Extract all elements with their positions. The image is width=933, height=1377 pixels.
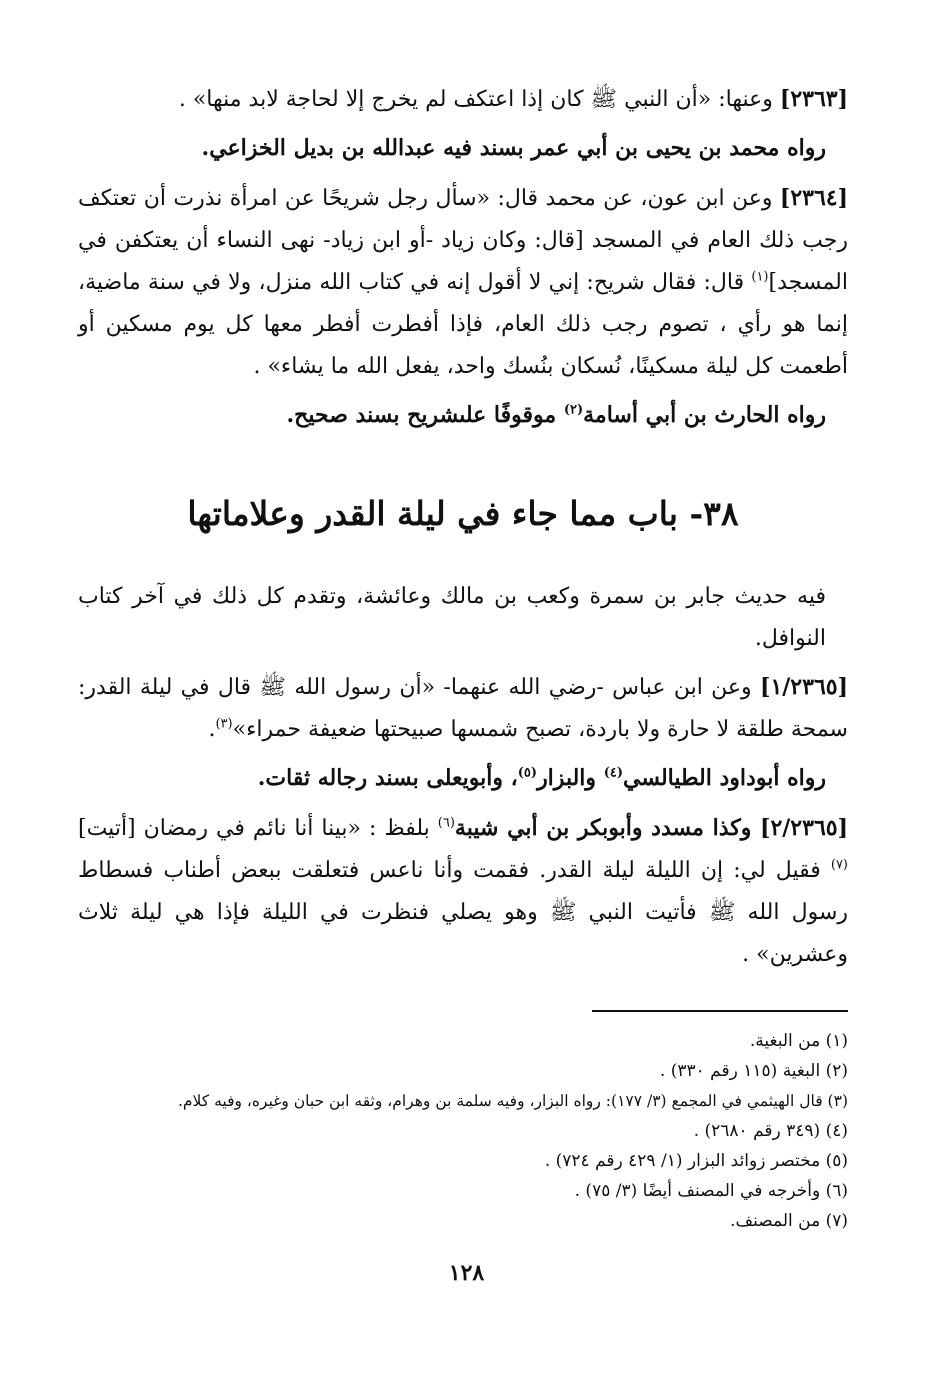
hadith-number: [٢٣٦٤] (779, 185, 848, 211)
hadith-number: [٢/٢٣٦٥] (760, 815, 848, 841)
hadith-2364 (78, 177, 848, 388)
source-text: والبزار (537, 765, 604, 791)
footnote-divider (592, 1010, 848, 1012)
footnote-ref: (٢) (563, 402, 584, 418)
footnote: (٦) وأخرجه في المصنف أيضًا (٣/ ٧٥) . (574, 1181, 848, 1201)
footnote: (٧) من المصنف. (730, 1211, 848, 1231)
footnote: (٢) البغية (١١٥ رقم ٣٣٠) . (659, 1061, 848, 1081)
footnote-ref: (٥) (517, 765, 538, 781)
page-number: ١٢٨ (448, 1260, 485, 1286)
footnote: (٣) قال الهيثمي في المجمع (٣/ ١٧٧): رواه البزار، وفيه سلمة بن وهرام، وثقه ابن حبان وغيره، وفيه كلام. (178, 1092, 848, 1110)
footnotes (78, 1026, 848, 1236)
source-2365-1 (78, 757, 848, 799)
footnote: (١) من البغية. (749, 1031, 848, 1051)
footnote-ref: (١) (751, 269, 769, 285)
source-text-cont: موقوفًا علىشريح بسند صحيح. (286, 402, 564, 428)
source-2364 (78, 394, 848, 436)
hadith-number: [١/٢٣٦٥] (760, 674, 848, 700)
hadith-2363 (78, 78, 848, 121)
hadith-text: وعن ابن عباس -رضي الله عنهما- «أن رسول الله ﷺ قال في ليلة القدر: سمحة طلقة لا حارة ولا باردة، تصبح شمسها صبيحتها ضعيفة حمراء» (78, 675, 848, 742)
source-text: رواه الحارث بن أبي أسامة (583, 402, 826, 428)
hadith-end: . (208, 717, 216, 742)
footnote-ref: (٦) (437, 815, 455, 831)
hadith-text-cont: قال: فقال شريح: إني لا أقول إنه في كتاب الله منزل، ولا في سنة ماضية، إنما هو رأي ، تصوم رجب ذلك العام، فإذا أفطرت أفطر معها كل يوم مسكين أو أطعمت كل ليلة مسكينًا، نُسكان بنُسك واحد، يفعل الله ما يشاء» . (78, 270, 848, 379)
chapter-intro: فيه حديث جابر بن سمرة وكعب بن مالك وعائشة، وتقدم كل ذلك في آخر كتاب النوافل. (78, 584, 826, 651)
hadith-text: وكذا مسدد وأبوبكر بن أبي شيبة (454, 815, 761, 841)
footnote-ref: (٤) (603, 765, 623, 781)
chapter-heading: ٣٨- باب مما جاء في ليلة القدر وعلاماتها (187, 494, 739, 533)
source-2363: رواه محمد بن يحيى بن أبي عمر بسند فيه عبدالله بن بديل الخزاعي. (201, 135, 826, 161)
footnote-ref: (٧) (830, 857, 848, 873)
hadith-text: وعنها: «أن النبي ﷺ كان إذا اعتكف لم يخرج إلا لحاجة لابد منها» . (178, 87, 780, 112)
hadith-text: فقيل لي: إن الليلة ليلة القدر. فقمت وأنا ناعس فتعلقت ببعض أطناب فسطاط رسول الله ﷺ فأتيت النبي ﷺ وهو يصلي فنظرت في الليلة فإذا هي ليلة ثلاث وعشرين» . (78, 858, 848, 967)
footnote-ref: (٣) (215, 716, 233, 732)
hadith-text: وعن ابن عون، عن محمد قال: «سأل رجل شريحًا عن امرأة نذرت أن تعتكف رجب ذلك العام في المسجد [قال: وكان زياد -أو ابن زياد- نهى النساء أن يعتكفن في المسجد] (78, 186, 848, 295)
source-text: ، وأبويعلى بسند رجاله ثقات. (257, 765, 518, 791)
footnote: (٤) (٣٤٩ رقم ٢٦٨٠) . (693, 1121, 848, 1141)
hadith-2365-1 (78, 666, 848, 751)
page-body (78, 78, 848, 1236)
hadith-text: بلفظ : «بينا أنا نائم في رمضان [أتيت] (78, 816, 438, 841)
footnote: (٥) مختصر زوائد البزار (١/ ٤٢٩ رقم ٧٢٤) . (544, 1151, 848, 1171)
hadith-2365-2 (78, 807, 848, 976)
hadith-number: [٢٣٦٣] (779, 86, 848, 112)
source-text: رواه أبوداود الطيالسي (622, 765, 826, 791)
